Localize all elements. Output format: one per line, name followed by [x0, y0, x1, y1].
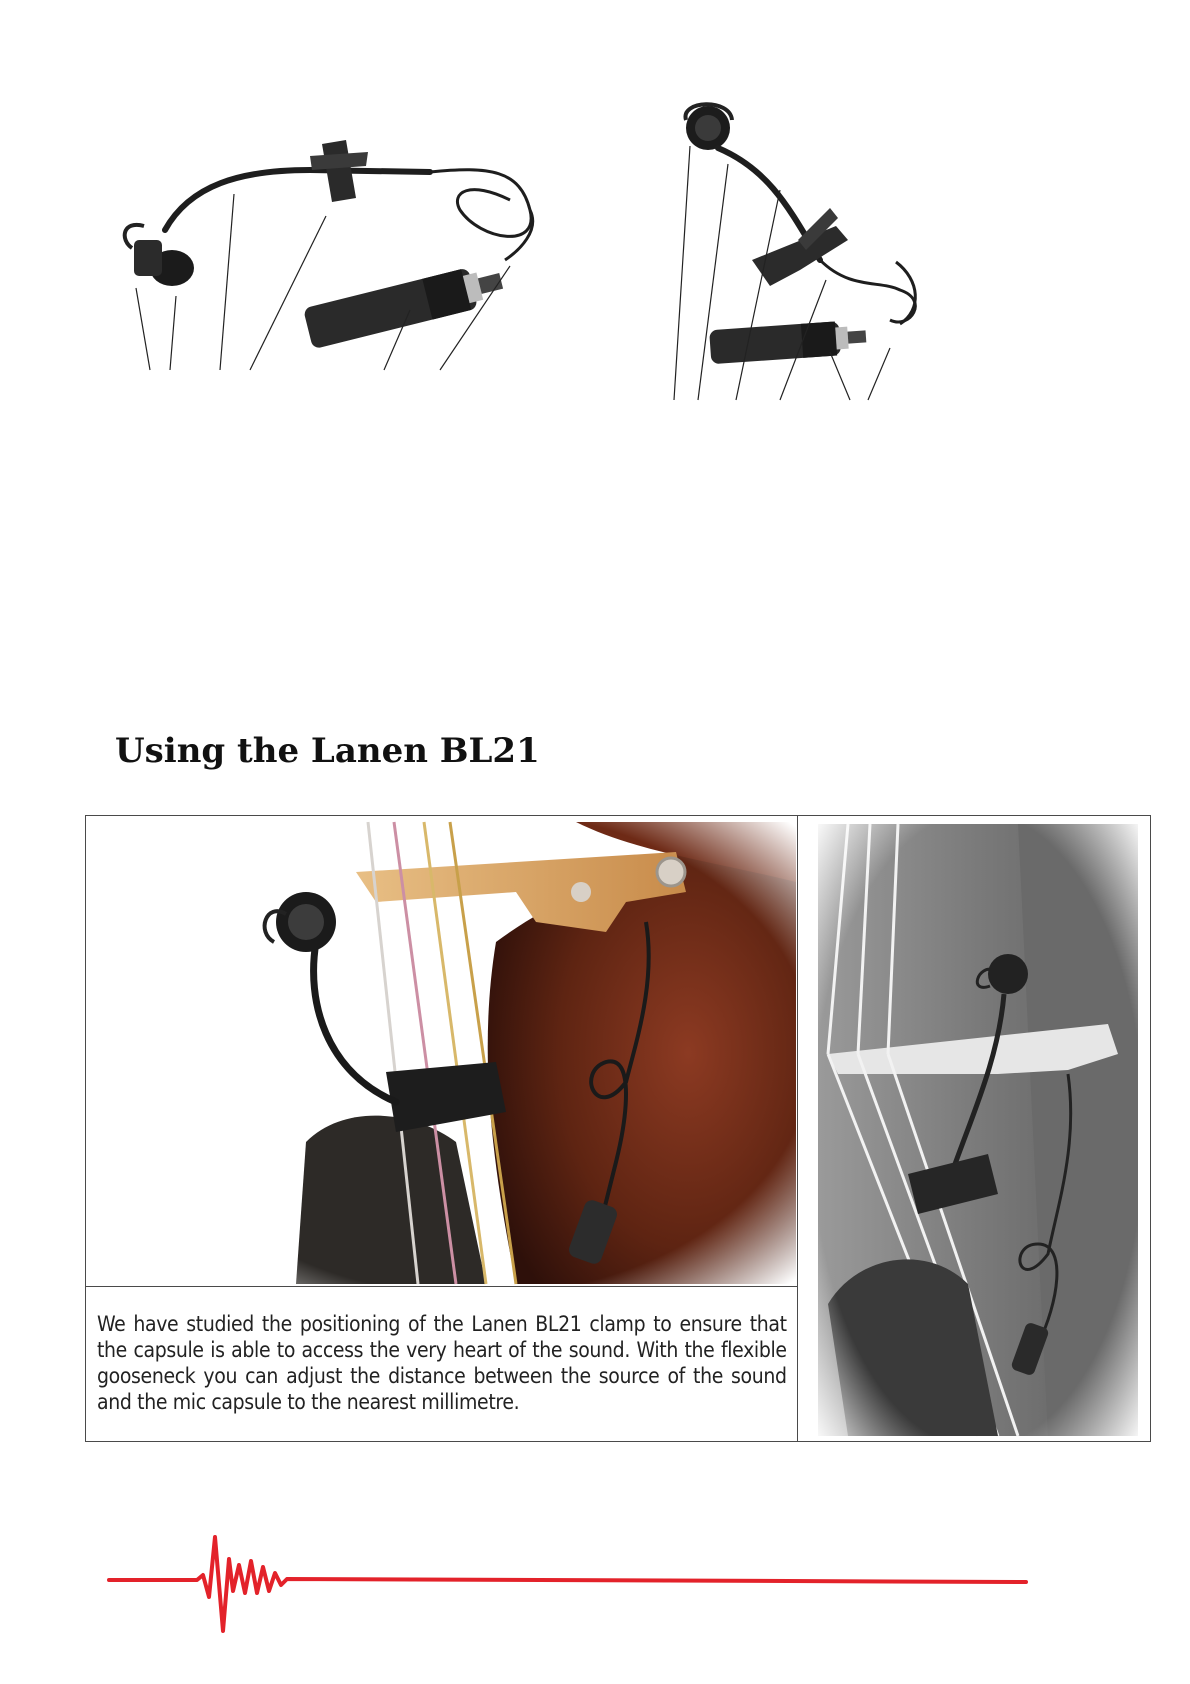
section-heading-text: Using the Lanen BL21 [115, 731, 540, 771]
shockmount-microphone-icon [660, 90, 970, 410]
section-heading [115, 731, 575, 788]
clip-gooseneck-microphone-icon [110, 130, 590, 410]
double-bass-bw-photo [818, 824, 1138, 1436]
description-paragraph: We have studied the positioning of the Lanen BL21 clamp to ensure that the capsule is able to access the very heart of the sound. With the flexible gooseneck you can adjust the distance between the source of the sound and the mic capsule to the nearest millimetre. [97, 1312, 787, 1414]
sound-wave-logo-icon [105, 1535, 1030, 1645]
content-table [85, 815, 1151, 1442]
description-cell [86, 1287, 798, 1442]
double-bass-bridge-mic-photo [156, 822, 796, 1284]
bw-photo-cell [797, 816, 1150, 1442]
color-photo-cell [86, 816, 798, 1287]
